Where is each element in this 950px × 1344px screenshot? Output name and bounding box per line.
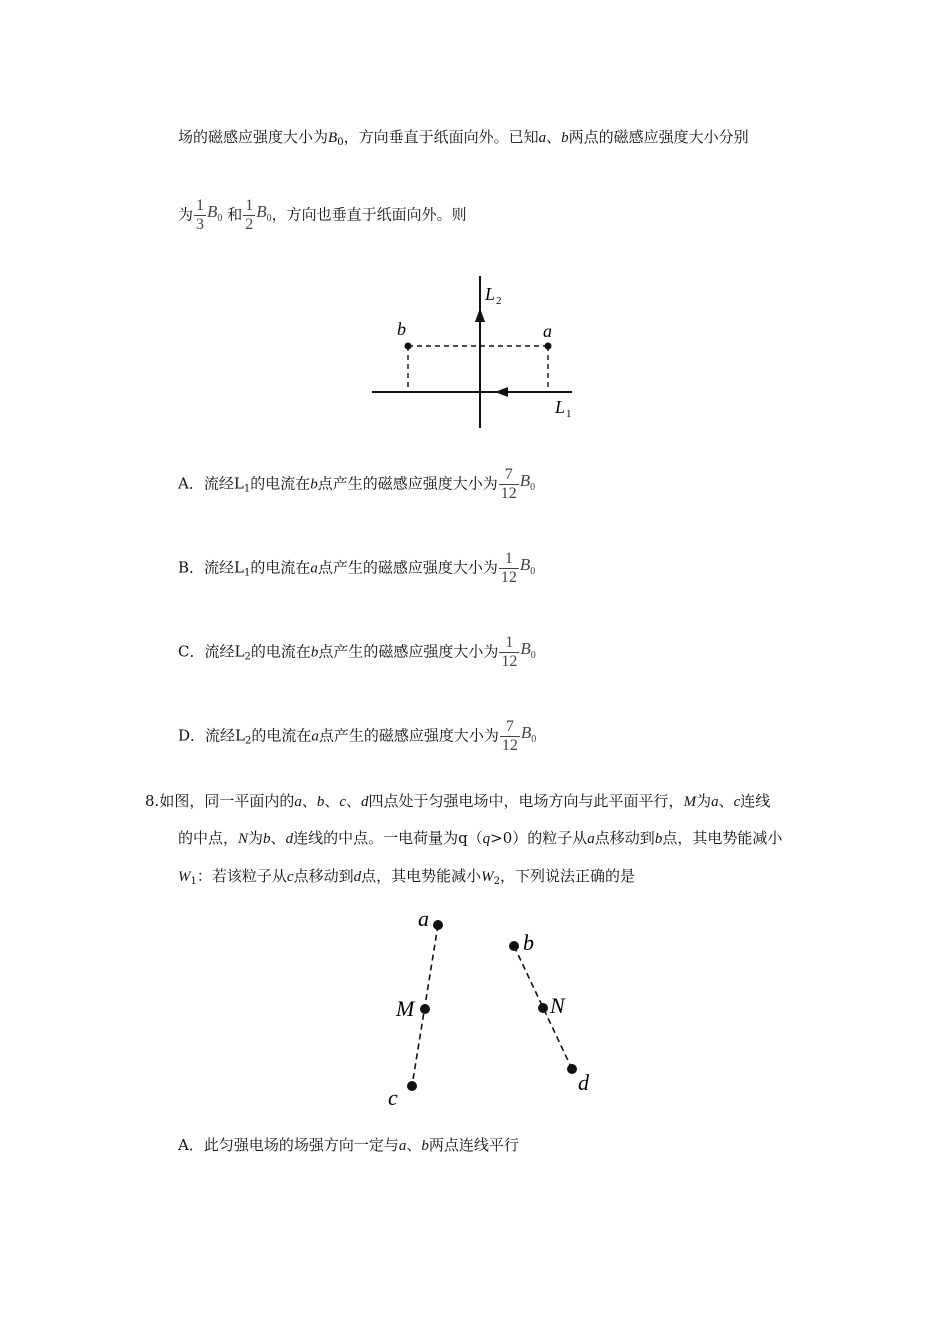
- point-c: [407, 1081, 417, 1091]
- q8-text-line-1: 8.如图，同一平面内的a、b、c、d四点处于匀强电场中，电场方向与此平面平行，M为a、c连线: [145, 792, 771, 810]
- q7-option-a[interactable]: A．流经$L_1$的电流在b点产生的磁感应强度大小为 $\frac{7}{12}$ $B_0$: [178, 466, 536, 502]
- label-L2: L: [485, 284, 496, 304]
- label-b: b: [397, 319, 406, 339]
- point-M: [420, 1004, 430, 1014]
- q7-text-line-1: 场的磁感应强度大小为$B_0$，方向垂直于纸面向外。已知a、b两点的磁感应强度大小分别: [178, 128, 749, 148]
- point-b: [405, 343, 412, 350]
- fraction-one-third: $\frac{1}{3}$: [196, 197, 205, 233]
- label-b: b: [523, 930, 534, 955]
- point-N: [538, 1003, 548, 1013]
- label-M: M: [396, 996, 415, 1021]
- label-N: N: [550, 993, 565, 1018]
- wire-diagram: [365, 270, 595, 440]
- q7-option-c[interactable]: C．流经$L_2$的电流在b点产生的磁感应强度大小为 $\frac{1}{12}$ $B_0$: [178, 634, 536, 670]
- q8-text-line-3: $W_1$：若该粒子从c点移动到d点，其电势能减小$W_2$，下列说法正确的是: [178, 867, 635, 887]
- field-points-diagram: [380, 900, 620, 1115]
- q8-text-line-2: 的中点，N为b、d连线的中点。一电荷量为q（q>0）的粒子从a点移动到b点，其电势能减小: [178, 829, 783, 847]
- label-L2-sub: 2: [496, 295, 502, 307]
- label-L1: L: [555, 397, 566, 417]
- arrow-up-icon: [475, 308, 485, 322]
- point-b: [509, 941, 519, 951]
- point-a: [545, 343, 552, 350]
- q7-option-b[interactable]: B．流经$L_1$的电流在a点产生的磁感应强度大小为 $\frac{1}{12}$ $B_0$: [178, 550, 536, 586]
- q8-option-a[interactable]: A．此匀强电场的场强方向一定与a、b两点连线平行: [178, 1136, 519, 1154]
- q7-option-d[interactable]: D．流经$L_2$的电流在a点产生的磁感应强度大小为 $\frac{7}{12}$ $B_0$: [178, 718, 537, 754]
- label-a: a: [418, 906, 429, 931]
- label-c: c: [388, 1085, 398, 1110]
- point-d: [567, 1064, 577, 1074]
- point-a: [433, 920, 443, 930]
- label-d: d: [578, 1070, 589, 1095]
- arrow-left-icon: [495, 387, 508, 397]
- label-a: a: [543, 321, 552, 341]
- label-L1-sub: 1: [566, 408, 572, 420]
- q7-text-line-2: 为 $\frac{1}{3}$ $B_0$ 和 $\frac{1}{2}$ $B_0$，方向也垂直于纸面向外。则: [178, 197, 467, 233]
- fraction-one-half: $\frac{1}{2}$: [245, 197, 254, 233]
